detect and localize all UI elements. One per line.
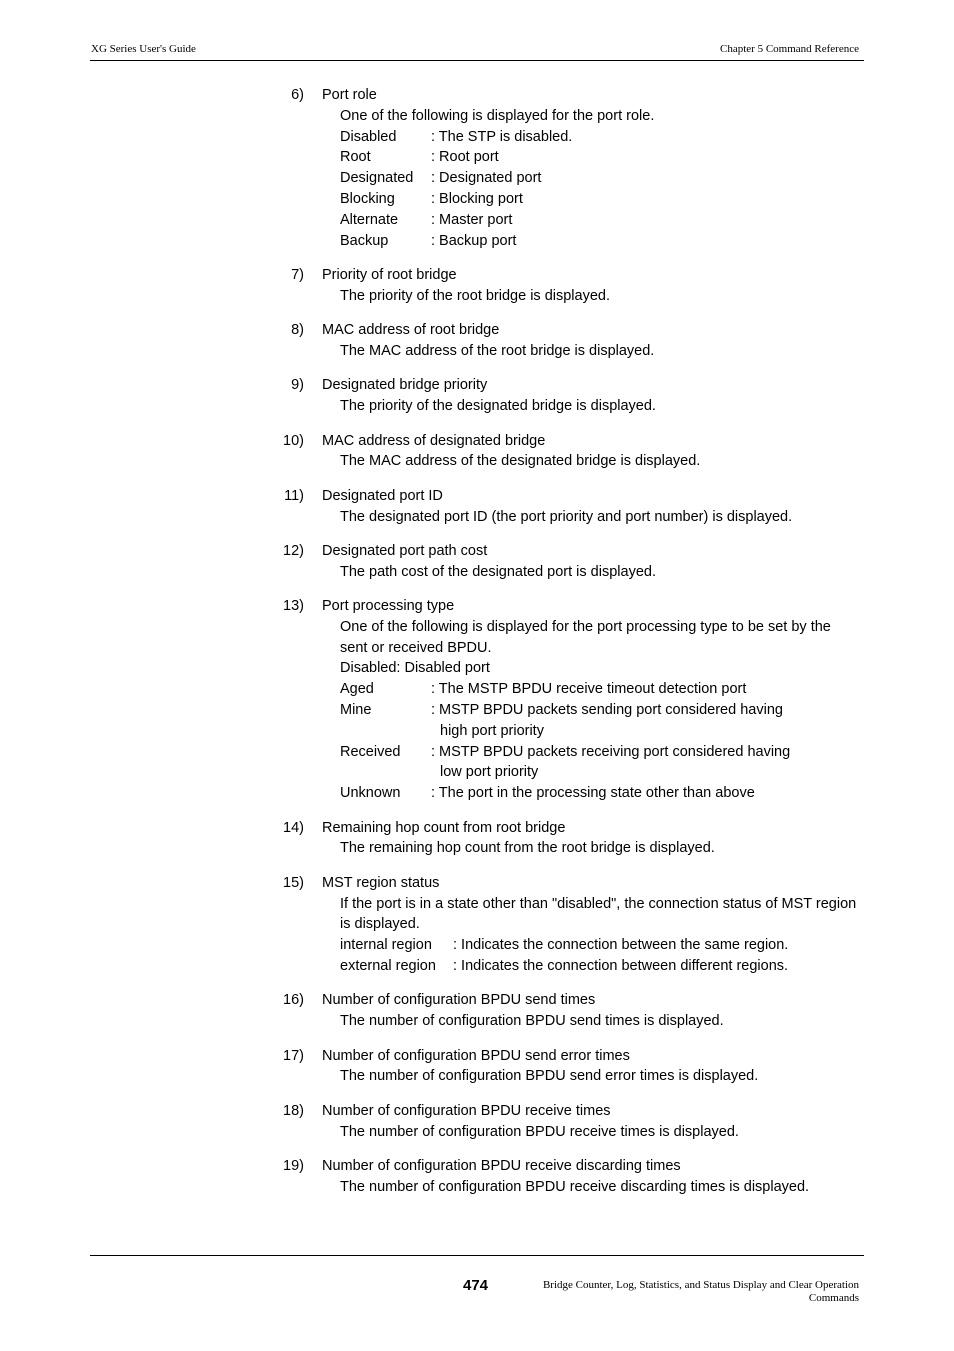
list-item [0, 541, 954, 583]
definition-row [340, 168, 862, 189]
term: Designated [340, 170, 414, 187]
definition-row [340, 189, 862, 210]
item-title: Remaining hop count from root bridge [322, 819, 566, 836]
definition-row [340, 127, 862, 148]
item-text: The number of configuration BPDU send times is displayed. [340, 1013, 724, 1030]
item-number: 10) [283, 432, 304, 449]
definition: : Indicates the connection between the same region. [453, 937, 789, 954]
header-rule [90, 60, 864, 61]
list-item [0, 1046, 954, 1088]
list-item [0, 320, 954, 362]
term: external region [340, 958, 436, 975]
definition-row [340, 935, 862, 956]
definition-row [340, 147, 862, 168]
list-item [0, 990, 954, 1032]
definition [431, 700, 862, 742]
list-item [0, 818, 954, 860]
running-header-left: XG Series User's Guide [91, 43, 196, 55]
item-number: 6) [291, 87, 304, 103]
definition-row [340, 210, 862, 231]
definition: : Designated port [431, 170, 542, 187]
item-number: 7) [291, 266, 304, 283]
item-title: Number of configuration BPDU send error times [322, 1047, 630, 1064]
item-text: The remaining hop count from the root bridge is displayed. [340, 840, 715, 857]
definition-row [340, 742, 862, 784]
footer-rule [90, 1255, 864, 1256]
definition-row [340, 231, 862, 252]
definition-row [340, 783, 862, 804]
item-title: Port role [322, 87, 377, 103]
item-title: MAC address of root bridge [322, 322, 500, 339]
term: Received [340, 743, 401, 760]
item-text: Disabled: Disabled port [340, 660, 490, 677]
item-text: If the port is in a state other than "disabled", the connection status of MST region is displayed. [340, 895, 857, 933]
list-item [0, 375, 954, 417]
running-header-right: Chapter 5 Command Reference [720, 43, 859, 55]
item-text: The path cost of the designated port is displayed. [340, 563, 656, 580]
term: Root [340, 149, 371, 166]
list-item [0, 873, 954, 977]
list-item [0, 596, 954, 804]
item-text: The number of configuration BPDU send error times is displayed. [340, 1068, 759, 1085]
item-text: The priority of the designated bridge is displayed. [340, 398, 656, 415]
item-title: MST region status [322, 874, 440, 891]
definition: : Indicates the connection between different regions. [453, 958, 789, 975]
definition: : The STP is disabled. [431, 128, 573, 145]
definition-line: : MSTP BPDU packets receiving port considered having [431, 743, 791, 760]
item-number: 12) [283, 542, 304, 559]
item-number: 14) [283, 819, 304, 836]
item-number: 13) [283, 598, 304, 615]
item-text: The MAC address of the root bridge is displayed. [340, 342, 655, 359]
item-number: 16) [283, 992, 304, 1009]
item-number: 9) [291, 377, 304, 394]
item-text: The priority of the root bridge is displayed. [340, 287, 610, 304]
item-number: 15) [283, 874, 304, 891]
item-text: The number of configuration BPDU receive discarding times is displayed. [340, 1178, 810, 1195]
item-title: Number of configuration BPDU send times [322, 992, 596, 1009]
list-item [0, 85, 954, 251]
item-number: 19) [283, 1157, 304, 1174]
item-text: One of the following is displayed for the port role. [340, 107, 655, 124]
term: internal region [340, 937, 432, 954]
item-body [340, 894, 862, 977]
definition-row [340, 700, 862, 742]
item-title: Designated port ID [322, 487, 443, 504]
item-number: 18) [283, 1102, 304, 1119]
term: Backup [340, 232, 389, 249]
term: Disabled [340, 128, 397, 145]
list-item [0, 431, 954, 473]
definition: : The port in the processing state other than above [431, 785, 755, 802]
item-text: The number of configuration BPDU receive times is displayed. [340, 1123, 739, 1140]
item-title: Priority of root bridge [322, 266, 457, 283]
list-item [0, 265, 954, 307]
footer-section-line: Bridge Counter, Log, Statistics, and Status Display and Clear Operation [542, 1279, 859, 1291]
definition: : Blocking port [431, 190, 523, 207]
item-number: 11) [284, 487, 304, 504]
item-text: The designated port ID (the port priority and port number) is displayed. [340, 508, 793, 525]
definition: : Backup port [431, 232, 517, 249]
item-title: Designated bridge priority [322, 377, 488, 394]
definition: : The MSTP BPDU receive timeout detection port [431, 681, 747, 698]
definition-row [340, 679, 862, 700]
item-number: 8) [291, 322, 304, 339]
item-title: Number of configuration BPDU receive discarding times [322, 1157, 681, 1174]
definition [431, 742, 862, 784]
list-item [0, 486, 954, 528]
item-title: MAC address of designated bridge [322, 432, 546, 449]
item-title: Number of configuration BPDU receive times [322, 1102, 611, 1119]
item-body [340, 617, 862, 804]
item-title: Port processing type [322, 598, 455, 615]
footer-section-line: Commands [808, 1292, 859, 1304]
list-item [0, 1101, 954, 1143]
item-title: Designated port path cost [322, 542, 488, 559]
running-footer [499, 1279, 859, 1305]
definition: : Root port [431, 149, 499, 166]
definition-line: : MSTP BPDU packets sending port considered having [431, 702, 783, 719]
item-body [340, 106, 862, 252]
page-body [0, 85, 954, 1211]
definition-row [340, 956, 862, 977]
term: Aged [340, 681, 374, 698]
list-item [0, 1156, 954, 1198]
term: Alternate [340, 211, 399, 228]
item-text: One of the following is displayed for the port processing type to be set by the sent or received BPDU. [340, 618, 831, 656]
term: Mine [340, 702, 372, 719]
page-number: 474 [463, 1277, 489, 1294]
definition: : Master port [431, 211, 513, 228]
term: Unknown [340, 785, 401, 802]
definition-continuation: low port priority [440, 764, 539, 781]
definition-continuation: high port priority [440, 722, 544, 739]
item-number: 17) [283, 1047, 304, 1064]
term: Blocking [340, 190, 395, 207]
item-text: The MAC address of the designated bridge is displayed. [340, 453, 701, 470]
